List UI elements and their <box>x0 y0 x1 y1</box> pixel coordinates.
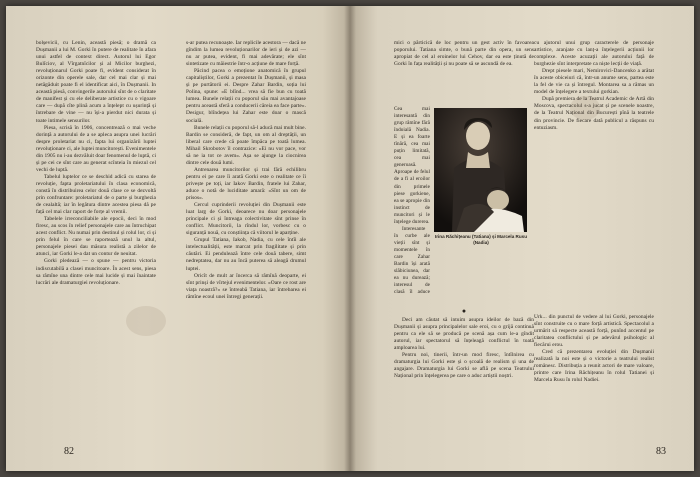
production-photo <box>434 108 527 232</box>
paragraph: Pentru noi, tinerii, într-un mod firesc, întîlnirea cu dramaturgia lui Gorki este și o școală de realism și una de angajare. Dramaturgia lui Gorki se află pe scena Teatrului Național prin înțelegerea pe care o aduc artiștii noștri. <box>394 352 534 380</box>
right-page-intro <box>394 40 534 100</box>
paragraph: s-ar putea recunoaște. Iar replicile acestora — dacă ne gîndim la lumea revoluționarilor de ieri și de azi — nu ar putea, evident, fi mai adevărate; ele sînt sintetizate cu măiestrie într-o acțiune de mare forță. <box>186 40 306 68</box>
paragraph: Tabelul luptelor ce se deschid adică cu starea de revoluție, fapta proletariatului în clasa economică, constă în distribuirea celor două clase ce se dezvoltă prin confruntare: proletariatul de o parte și burghezia de cealaltă; iar în legătura dintre acestea piesa dă pe față cel mai clar raport de forțe al vremii. <box>36 173 156 216</box>
magazine-spread <box>6 6 694 471</box>
paragraph: Păcind pacea o emoțione anatomică în grupul capitaliștilor, Gorki a prezentat în Dușmanii, și masa și pe purtătorii ei. Despre Zahar Bardin, soția lui Polina, spune: «E blînd... vrea să fie bun cu toată lumea. Bunele relații cu poporul său mai avantajoase pentru această sferă a conducerii căreia ea face parte». Desigur, blîndețea lui Zahar este doar o mască socială. <box>186 68 306 124</box>
right-page-column-2-bottom <box>534 314 654 440</box>
right-page <box>350 6 694 471</box>
left-page-column-2 <box>186 40 306 440</box>
paragraph: Deci am căutat să intuim asupra ideilor de bază din Dușmanii și asupra principalelor sale eroi, cu o grijă continuă pentru ca ele să se producă pe scenă așa cum le-a gîndit autorul, iar spectatorul să înțeleagă conflictul în toată amploarea lui. <box>394 317 534 352</box>
book-spine <box>344 6 356 471</box>
paragraph: bolșevicii, cu Lenin, această piesă; o dramă ca Dușmanii a lui M. Gorki în putere de realitate în afara unui astfel de context direct. Autorul lui Egor Bulîciov, al Vîrgatnîcilor și al Micilor burghezi, revoluționarul Gorki poate fi, evident considerat în orizonte din operele sale, dar cel mai clar și mai netăgăduit poate fi el identificat aici, în Dușmanii. In această piesă, convingerile autorului sînt de o claritate de manifest și cu ele deliberate artistice cu o vigoare care — după cîte plină acum a înțelept cu ușurință și întrebare de vine — nu își-a pierdut nici durata și toate intimele sensurilor. <box>36 40 156 124</box>
paragraph: Grupul Tatiana, Iakob, Nadia, cu cele întîi ale intelectualității, este marcat prin fragilitate și prin căutări. Ei pendulează între cele două tabere, simt nedreptatea, dar nu au încă puterea să aleagă drumul luptei. <box>186 237 306 272</box>
paragraph: Cea mai interesantă din grup rămîne fără îndoială Nadia. E și ea foarte tînără, cea mai puțin limitată, cea mai generoasă. Aproape de felul de a fi al eroilor din primele piese gorkiene, ea se apropie din instinct de muncitori și le înțelege durerea. <box>394 106 430 225</box>
paragraph: Interesante în curbe ale vieții sînt și momentele în care Zahar Bardin își arată slăbiciunea, dar ea nu durează; interesul de clasă îl aduce <box>394 225 430 296</box>
paragraph: Gorki pledează — o spune — pentru victoria indiscutabilă a clasei muncitoare. În acest sens, piesa sa rămîne una dintre cele mai lucide și mai înaintate lucrări ale dramaturgiei revoluționare. <box>36 258 156 286</box>
paragraph: mici o părticică de loc pentru un gest activ în favoarea poporului. Tatiana simte, o bună parte din opera, un sens apropiat de cel al eroinelor lui Cehov, dar ea este ținută de Gorki în fața realității și nu poate să se ascundă de ea. <box>394 40 534 68</box>
paragraph: Cercul cuprinderii revoluției din Dușmanii este luat larg de Gorki, deoarece nu doar personajele principale ci și întreaga colectivitate sînt prinse în conflict. Muncitorii, la rîndul lor, vorbesc cu o siguranță nouă, cu conștiința că viitorul le aparține. <box>186 202 306 237</box>
paragraph: Drept piesele mari, Nemirovici-Dancenko a arătat în aceste obiceiuri că, într-un anume sens, partea este la fel de vie ca și întregul. Montarea sa a rămas un model de înțelegere a textului gorkian. <box>534 68 654 96</box>
page-number-left: 82 <box>64 446 74 457</box>
photo-caption: Irina Răchițeanu (Tatiana) și Marcela Rusu (Nadia) <box>434 234 528 245</box>
actresses-photo-image <box>434 108 527 232</box>
right-page-column-2-top <box>534 40 654 298</box>
paper-stain <box>126 306 166 336</box>
section-divider-icon: ● <box>461 307 467 315</box>
paragraph: Piesa, scrisă în 1906, concentrează o mai veche dorință a autorului de a se apleca asupra unei lucrări despre proletariat nu ci, fapta lui organizării luptei revoluționare ci, ale luptei muncitorești. Evenimentele din 1905 nu i-au dezvăluit doar fenomenul de luptă, ci și pe cei ce sînt care au generat scînteia în miezul cel vechi de luptă. <box>36 124 156 173</box>
paragraph: Bunele relații cu poporul să-l aducă mai mult bine. Bardin se consideră, de fapt, un om al dreptății, un liberal care crede că poate împăca pe toată lumea. Mihail Skrobotov îl contrazice: «Ei nu vor pace, vor să ne ia tot ce avem». Așa se ajunge la ciocnirea dintre cele două lumi. <box>186 124 306 166</box>
paragraph: Oricît de mult ar încerca să rămînă deoparte, ei sînt prinși de vîrtejul evenimentelor. «Oare ce rost are viața noastră?» se întreabă Tatiana, iar întrebarea ei rămîne ecoul unei întregi generații. <box>186 272 306 300</box>
paragraph: cu ajutorul unui grup caracterele de personaje artistice, aranjate cu lanț-a înțelegerii acțiunii lor complexe. Aceste acuzații ale autorului față de burghezie sînt interpretate ca niște lecții de viață. <box>534 40 654 68</box>
page-number-right: 83 <box>656 446 666 457</box>
paragraph: Cred că prezentarea evoluției din Dușmanii realizată la noi este și o victorie a teatrului realist românesc. Distribuția a reunit actori de mare valoare, printre care Irina Răchițeanu în rolul Tatianei și Marcela Rusu în rolul Nadiei. <box>534 349 654 384</box>
right-page-side-column <box>394 106 430 296</box>
paragraph: Antrenarea muncitorilor și trai fără echilibru pentru ei pe care îi arată Gorki este o realitate ce îi privește pe toți, iar Iakov Bardin, fratele lui Zahar, aduce o notă de luciditate amară: «Sînt un om de prisos». <box>186 166 306 202</box>
paragraph: Urk... din punctul de vedere al lui Gorki, personajele sînt construite cu o mare forță artistică. Spectacolul a urmărit să respecte această forță, punînd accentul pe claritatea conflictului și pe adevărul psihologic al fiecărui erou. <box>534 314 654 349</box>
paragraph: Tabelele irreconciliabile ale epocii, deci în mod firesc, au scos în relief personajele care au întruchipat acest conflict. Nu numai prin destinul și rolul lor, ci și prin felul în care se raportează unul la altul, personajele piesei dau măsura realistă a zilelor de atunci, iar Gorki le-a dat un contur de neuitat. <box>36 216 156 258</box>
right-page-column-1-bottom <box>394 306 534 440</box>
paragraph: După premiera de la Teatrul Academic de Artă din Moscova, spectacolul s-a jucat și pe scenele noastre, de la Teatrul Național din București pînă la teatrele din provincie. De fiecare dată publicul a răspuns cu entuziasm. <box>534 96 654 131</box>
left-page-column-1 <box>36 40 156 440</box>
left-page <box>6 6 350 471</box>
paper-stain <box>570 96 600 120</box>
